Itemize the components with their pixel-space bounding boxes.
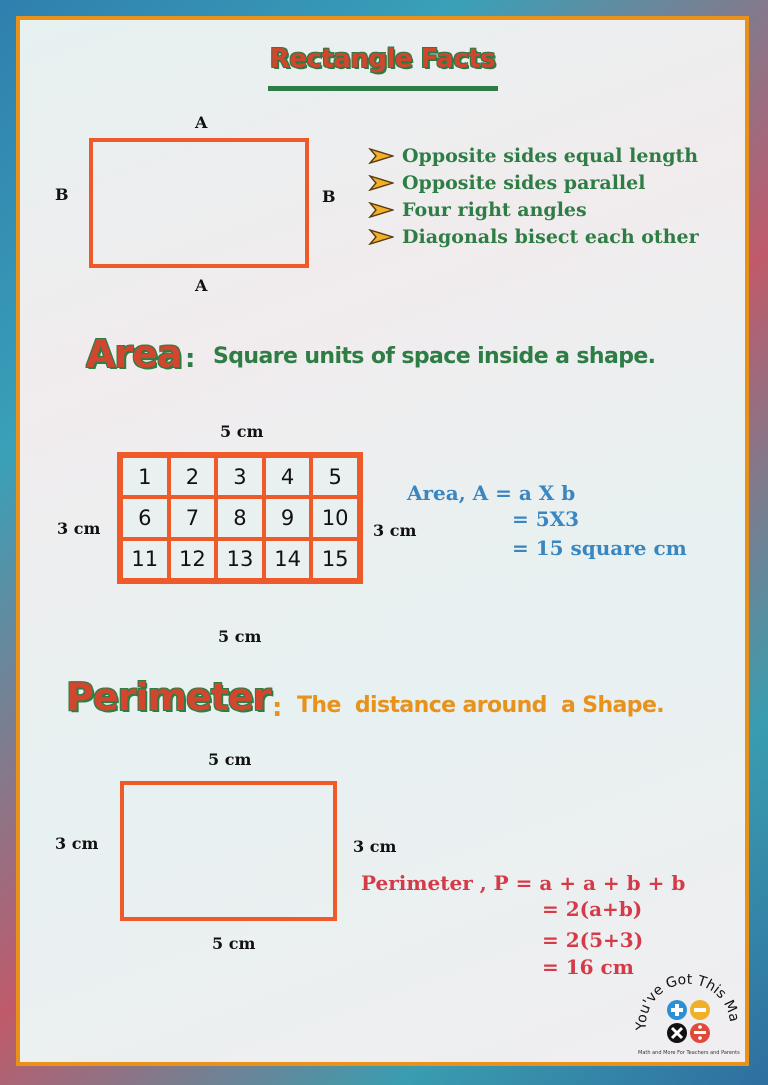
fact-item: [368, 223, 699, 250]
grid-cell: 3: [218, 458, 262, 495]
perimeter-heading: Perimeter: [66, 675, 271, 719]
side-label-bottom: A: [195, 276, 208, 295]
perimeter-label-bottom: 5 cm: [212, 934, 256, 953]
side-label-right: B: [322, 187, 336, 206]
arrow-icon: [368, 202, 394, 218]
area-formula-line: = 15 square cm: [512, 536, 687, 560]
logo-tagline: Math and More For Teachers and Parents: [638, 1050, 740, 1056]
fact-item: [368, 142, 699, 169]
title-underline: [268, 86, 498, 91]
side-label-left: B: [55, 185, 69, 204]
grid-cell: 14: [266, 541, 310, 578]
area-definition: Square units of space inside a shape.: [213, 344, 656, 369]
area-heading: Area: [86, 332, 182, 376]
grid-cell: 11: [123, 541, 167, 578]
area-colon: :: [185, 344, 196, 374]
perimeter-label-top: 5 cm: [208, 750, 252, 769]
brand-logo: [632, 960, 742, 1060]
grid-cell: 1: [123, 458, 167, 495]
area-formula-line: Area, A = a X b: [407, 481, 576, 505]
perimeter-label-right: 3 cm: [353, 837, 397, 856]
facts-list: [368, 142, 699, 250]
arrow-icon: [368, 175, 394, 191]
page-title: Rectangle Facts: [269, 44, 496, 74]
grid-cell: 5: [313, 458, 357, 495]
arrow-icon: [368, 148, 394, 164]
fact-text: Diagonals bisect each other: [402, 225, 699, 248]
perimeter-label-left: 3 cm: [55, 834, 99, 853]
perimeter-rectangle: [120, 781, 337, 921]
fact-text: Four right angles: [402, 198, 587, 221]
grid-cell: 9: [266, 499, 310, 536]
rectangle-diagram: [89, 138, 309, 268]
svg-text:You've Got This Math: [632, 960, 742, 1031]
perimeter-formula-line: = 16 cm: [542, 955, 634, 979]
area-label-top: 5 cm: [220, 422, 264, 441]
arrow-icon: [368, 229, 394, 245]
area-label-left: 3 cm: [57, 519, 101, 538]
grid-cell: 8: [218, 499, 262, 536]
logo-arc-text: [632, 960, 742, 1050]
perimeter-formula-line: = 2(5+3): [542, 928, 644, 952]
grid-cell: 13: [218, 541, 262, 578]
area-formula-line: = 5X3: [512, 507, 580, 531]
grid-cell: 15: [313, 541, 357, 578]
fact-text: Opposite sides equal length: [402, 144, 699, 167]
unit-square-grid: [117, 452, 363, 584]
perimeter-formula-line: = 2(a+b): [542, 897, 643, 921]
divide-icon: [690, 1023, 710, 1043]
logo-text: You've Got This Ma: [633, 971, 742, 1031]
minus-icon: [690, 1000, 710, 1020]
fact-text: Opposite sides parallel: [402, 171, 646, 194]
area-label-right: 3 cm: [373, 521, 417, 540]
grid-cell: 10: [313, 499, 357, 536]
fact-item: [368, 169, 699, 196]
perimeter-formula-line: Perimeter , P = a + a + b + b: [361, 871, 686, 895]
grid-cell: 4: [266, 458, 310, 495]
grid-cell: 7: [171, 499, 215, 536]
perimeter-colon: :: [272, 693, 283, 723]
grid-cell: 12: [171, 541, 215, 578]
fact-item: [368, 196, 699, 223]
area-label-bottom: 5 cm: [218, 627, 262, 646]
plus-icon: [667, 1000, 687, 1020]
grid-cell: 6: [123, 499, 167, 536]
side-label-top: A: [195, 113, 208, 132]
perimeter-definition: The distance around a Shape.: [297, 693, 665, 718]
grid-cell: 2: [171, 458, 215, 495]
times-icon: [667, 1023, 687, 1043]
